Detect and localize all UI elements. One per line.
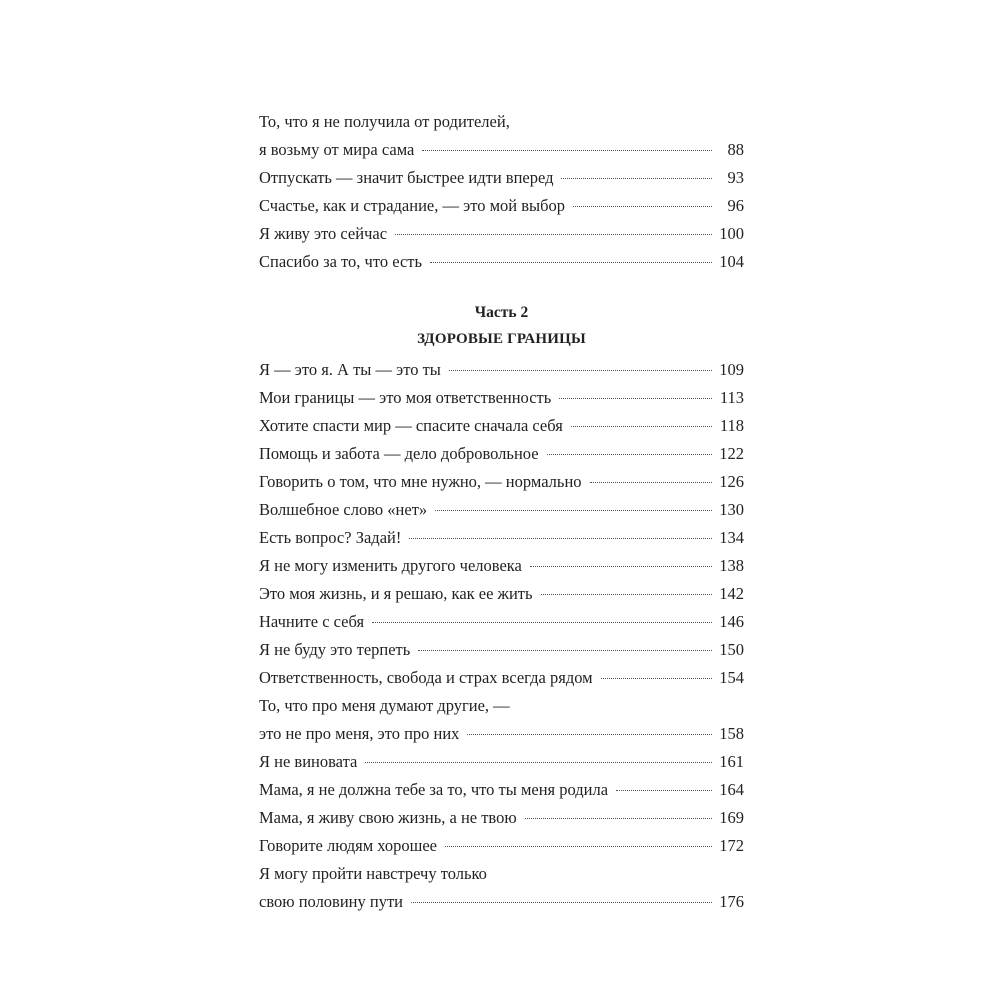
table-of-contents xyxy=(259,108,744,916)
toc-entry-title: Счастье, как и страдание, — это мой выбор xyxy=(259,196,565,215)
toc-entry-title: Спасибо за то, что есть xyxy=(259,252,423,271)
toc-entry xyxy=(259,164,744,192)
toc-entry xyxy=(259,440,744,468)
toc-page-number: 100 xyxy=(719,224,744,243)
toc-entry xyxy=(259,248,744,276)
toc-page-number: 172 xyxy=(719,836,744,855)
toc-entry xyxy=(259,636,744,664)
toc-entry xyxy=(259,496,744,524)
toc-entry-title: Мои границы — это моя ответственность xyxy=(259,388,552,407)
toc-page-number: 164 xyxy=(719,780,744,799)
dot-leader xyxy=(559,398,712,399)
toc-page-number: 113 xyxy=(719,388,744,407)
dot-leader xyxy=(395,234,712,235)
toc-entry xyxy=(259,776,744,804)
toc-entry xyxy=(259,608,744,636)
dot-leader xyxy=(541,594,712,595)
toc-entry-title: это не про меня, это про них xyxy=(259,724,460,743)
toc-page-number: 169 xyxy=(719,808,744,827)
part-name: ЗДОРОВЫЕ ГРАНИЦЫ xyxy=(417,331,586,347)
toc-entry xyxy=(259,860,744,916)
toc-page-number: 122 xyxy=(719,444,744,463)
toc-page-number: 134 xyxy=(719,528,744,547)
toc-entry-title: Мама, я живу свою жизнь, а не твою xyxy=(259,808,517,827)
toc-entry-title: Мама, я не должна тебе за то, что ты меня родила xyxy=(259,780,609,799)
toc-entry xyxy=(259,356,744,384)
toc-page-number: 104 xyxy=(719,252,744,271)
toc-entry-title: Я не виновата xyxy=(259,752,358,771)
toc-entry-title: Я не буду это терпеть xyxy=(259,640,411,659)
dot-leader xyxy=(571,426,712,427)
dot-leader xyxy=(547,454,712,455)
dot-leader xyxy=(411,902,712,903)
toc-entry-title: Волшебное слово «нет» xyxy=(259,500,428,519)
toc-page-number: 176 xyxy=(719,892,744,911)
toc-page-number: 146 xyxy=(719,612,744,631)
dot-leader xyxy=(601,678,712,679)
toc-entry-title-line: То, что про меня думают другие, — xyxy=(259,696,510,715)
toc-page-number: 109 xyxy=(719,360,744,379)
toc-entry xyxy=(259,748,744,776)
toc-entry xyxy=(259,192,744,220)
toc-entry-title: Есть вопрос? Задай! xyxy=(259,528,402,547)
toc-page-number: 126 xyxy=(719,472,744,491)
dot-leader xyxy=(418,650,712,651)
toc-page-number: 138 xyxy=(719,556,744,575)
toc-entry xyxy=(259,832,744,860)
toc-page-number: 161 xyxy=(719,752,744,771)
toc-entry-title: Отпускать — значит быстрее идти вперед xyxy=(259,168,554,187)
toc-page-number: 130 xyxy=(719,500,744,519)
toc-entry-title: я возьму от мира сама xyxy=(259,140,415,159)
dot-leader xyxy=(430,262,712,263)
toc-entry xyxy=(259,412,744,440)
toc-entry-title: Ответственность, свобода и страх всегда рядом xyxy=(259,668,593,687)
toc-page-number: 93 xyxy=(727,168,744,187)
toc-section-after xyxy=(259,356,744,916)
toc-entry-title: свою половину пути xyxy=(259,892,403,911)
dot-leader xyxy=(445,846,712,847)
toc-entry xyxy=(259,552,744,580)
toc-entry-title: Помощь и забота — дело добровольное xyxy=(259,444,539,463)
part-heading xyxy=(259,300,744,352)
toc-entry xyxy=(259,220,744,248)
toc-entry-title: Я живу это сейчас xyxy=(259,224,388,243)
dot-leader xyxy=(590,482,712,483)
dot-leader xyxy=(573,206,712,207)
part-label: Часть 2 xyxy=(474,304,529,321)
dot-leader xyxy=(409,538,712,539)
toc-entry-title-line: Я могу пройти навстречу только xyxy=(259,864,487,883)
toc-page-number: 150 xyxy=(719,640,744,659)
dot-leader xyxy=(616,790,712,791)
toc-entry-title: Начните с себя xyxy=(259,612,365,631)
toc-entry-title: Я не могу изменить другого человека xyxy=(259,556,522,575)
toc-entry-title: Я — это я. А ты — это ты xyxy=(259,360,441,379)
dot-leader xyxy=(525,818,712,819)
toc-entry-title: Говорить о том, что мне нужно, — нормально xyxy=(259,472,582,491)
dot-leader xyxy=(449,370,712,371)
toc-entry xyxy=(259,692,744,748)
toc-entry-title: Это моя жизнь, и я решаю, как ее жить xyxy=(259,584,533,603)
toc-page-number: 142 xyxy=(719,584,744,603)
toc-entry xyxy=(259,804,744,832)
toc-entry xyxy=(259,468,744,496)
dot-leader xyxy=(372,622,712,623)
toc-page-number: 154 xyxy=(719,668,744,687)
toc-entry xyxy=(259,384,744,412)
dot-leader xyxy=(365,762,712,763)
toc-entry xyxy=(259,664,744,692)
dot-leader xyxy=(561,178,712,179)
dot-leader xyxy=(422,150,712,151)
toc-entry xyxy=(259,580,744,608)
toc-section-before xyxy=(259,108,744,276)
toc-entry-title: Хотите спасти мир — спасите сначала себя xyxy=(259,416,563,435)
toc-entry xyxy=(259,524,744,552)
dot-leader xyxy=(435,510,712,511)
dot-leader xyxy=(530,566,712,567)
toc-entry-title: Говорите людям хорошее xyxy=(259,836,438,855)
toc-page-number: 158 xyxy=(719,724,744,743)
toc-entry-title-line: То, что я не получила от родителей, xyxy=(259,112,510,131)
toc-page-number: 118 xyxy=(719,416,744,435)
toc-page-number: 96 xyxy=(727,196,744,215)
toc-entry xyxy=(259,108,744,164)
dot-leader xyxy=(467,734,712,735)
toc-page-number: 88 xyxy=(727,140,744,159)
